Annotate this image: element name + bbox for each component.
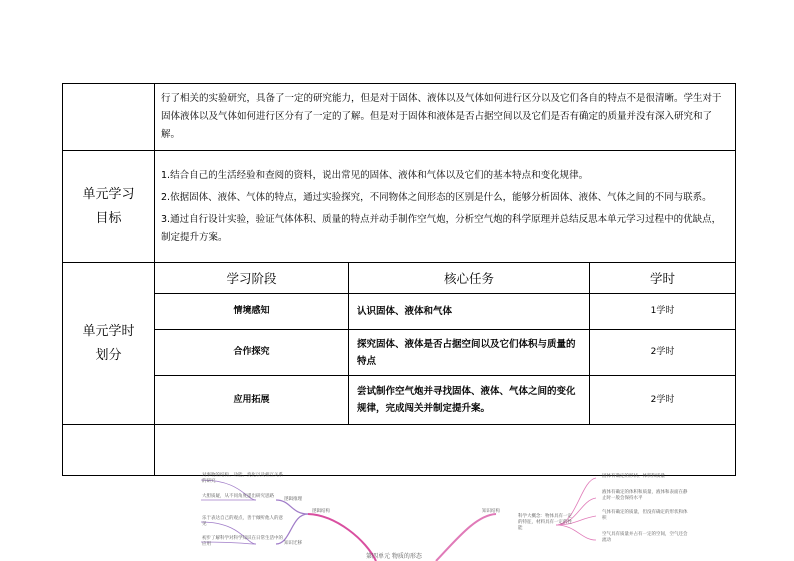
goal-item-3: 3.通过自行设计实验，验证气体体积、质量的特点并动手制作空气炮，分析空气炮的科学原理并总结反思本单元学习过程中的优缺点，制定提升方案。 <box>161 213 722 243</box>
mind-map-node: 科学大概念：物体具有一定的特征，材料具有一定的性能 <box>518 514 572 531</box>
mind-map-image <box>196 470 692 561</box>
goals-label-text: 单元学习目标 <box>82 186 135 226</box>
hours-cell: 2学时 <box>590 330 736 376</box>
mind-map-center: 第四单元 物质的形态 <box>366 553 422 560</box>
mind-map-node: 逻辑结构 <box>312 509 330 514</box>
empty-row <box>63 425 736 476</box>
plan-header-row <box>155 263 735 294</box>
intro-text: 行了相关的实验研究，具备了一定的研究能力，但是对于固体、液体以及气体如何进行区分以及它们各自的特点不是很清晰。学生对于固体液体以及气体如何进行区分有了一定的了解。但是对于固体和液体是否占据空间以及它们是否有确定的质量并没有深入研究和了解。 <box>155 84 736 151</box>
goals-label <box>63 151 155 263</box>
mind-map-node: 逻辑推理 <box>284 497 302 502</box>
mind-map-node: 知识结构 <box>482 509 500 514</box>
task-cell: 尝试制作空气炮并寻找固体、液体、气体之间的变化规律，完成闯关并制定提升案。 <box>349 376 590 425</box>
plan-label <box>63 263 155 425</box>
task-cell: 探究固体、液体是否占据空间以及它们体积与质量的特点 <box>349 330 590 376</box>
mind-map-node: 知识迁移 <box>284 541 302 546</box>
plan-content <box>155 263 736 425</box>
hours-cell: 2学时 <box>650 394 675 405</box>
intro-row <box>63 84 736 151</box>
plan-row-1 <box>155 294 735 330</box>
header-hours: 学时 <box>590 263 736 294</box>
mind-map-note: 初步了解科学对科学知识在日常生活中的应用 <box>202 536 283 547</box>
mind-map-note: 乐于表达自己的观点，善于倾听他人的意见 <box>202 516 283 527</box>
mind-map-note: 气体有确定的质量，但没有确定的形状和体积 <box>602 510 688 521</box>
goal-item-2: 2.依据固体、液体、气体的特点，通过实验探究，不同物体之间形态的区别是什么，能够分析固体、液体、气体之间的不同与联系。 <box>161 191 712 203</box>
mind-map-note: 大胆质疑，从不同角度提出研究思路 <box>202 494 274 499</box>
unit-plan-table <box>62 83 736 476</box>
stage-cell: 应用拓展 <box>155 376 349 425</box>
empty-label-cell <box>63 425 155 476</box>
mind-map-note: 液体有确定的体积和质量，液体和表面在静止时一般会保持水平 <box>602 490 688 501</box>
intro-label-cell <box>63 84 155 151</box>
goals-content <box>155 151 736 263</box>
header-task: 核心任务 <box>349 263 590 294</box>
plan-label-text: 单元学时划分 <box>82 323 135 363</box>
goal-item-1: 1.结合自己的生活经验和查阅的资料，说出常见的固体、液体和气体以及它们的基本特点和变化规律。 <box>161 169 589 181</box>
goals-row <box>63 151 736 263</box>
task-cell: 认识固体、液体和气体 <box>349 294 590 330</box>
mind-map-note: 对事物的结构、功能、变化以及相互关系的研究 <box>202 473 283 484</box>
stage-cell: 情境感知 <box>155 294 349 330</box>
mind-map-note: 空气具有质量并占有一定的空间，空气还会流动 <box>602 532 688 543</box>
plan-row-2 <box>155 330 735 376</box>
empty-content-cell <box>155 425 736 476</box>
header-stage: 学习阶段 <box>155 263 349 294</box>
plan-inner-table <box>155 263 735 424</box>
plan-row <box>63 263 736 425</box>
hours-cell: 1学时 <box>590 294 736 330</box>
mind-map-note: 固体有确定的形状、体积和质量 <box>602 474 665 479</box>
stage-cell: 合作探究 <box>155 330 349 376</box>
plan-row-3 <box>155 376 735 425</box>
